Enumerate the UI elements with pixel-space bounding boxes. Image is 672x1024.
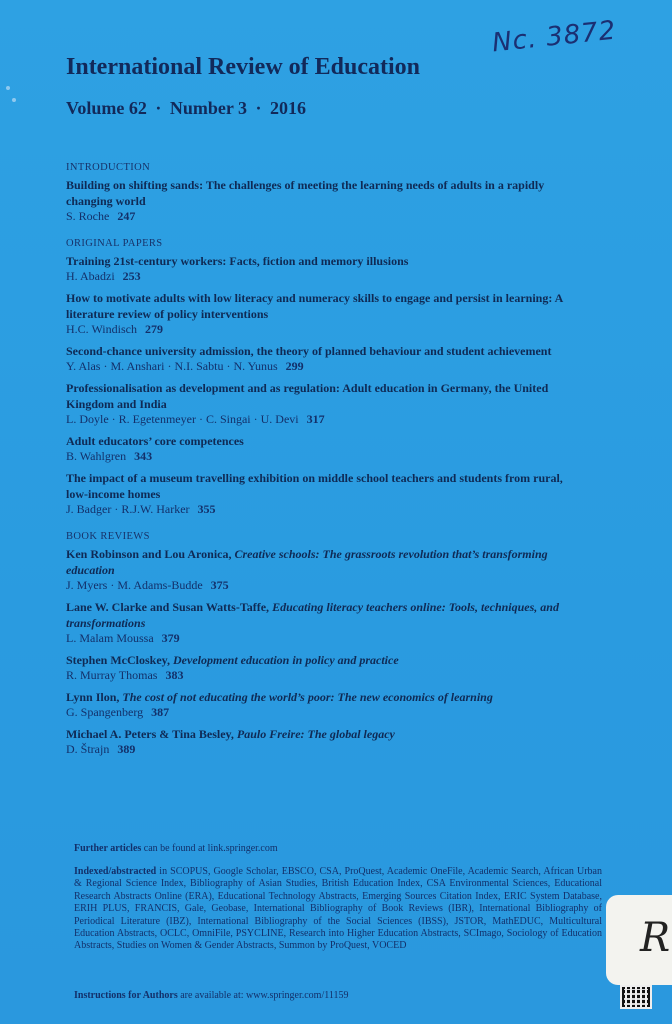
entry-authors <box>66 209 576 224</box>
review-book-title: The cost of not educating the world’s poor: The new economics of learning <box>122 690 493 704</box>
toc-entry <box>66 726 576 757</box>
page-number: 253 <box>122 269 141 283</box>
entry-authors <box>66 502 576 517</box>
author-names: J. Badger · R.J.W. Harker <box>66 502 190 516</box>
page-number: 247 <box>117 209 136 223</box>
page-number: 279 <box>144 322 163 336</box>
introduction-list <box>66 177 576 224</box>
separator: · <box>155 98 162 118</box>
entry-authors <box>66 412 576 427</box>
entry-title <box>66 726 576 742</box>
entry-title <box>66 689 576 705</box>
page-number: 387 <box>151 705 170 719</box>
entry-title <box>66 652 576 668</box>
toc-entry <box>66 290 576 337</box>
page-number: 389 <box>117 742 136 756</box>
volume: Volume 62 <box>66 98 147 118</box>
instructions-text: are available at: www.springer.com/11159 <box>177 990 349 1001</box>
author-names: R. Murray Thomas <box>66 668 158 682</box>
entry-authors <box>66 578 576 593</box>
author-names: L. Doyle · R. Egetenmeyer · C. Singai · U. Devi <box>66 412 299 426</box>
further-articles-label: Further articles <box>74 843 142 854</box>
page-number: 375 <box>210 578 229 592</box>
review-author: Lane W. Clarke and Susan Watts-Taffe, <box>66 600 273 614</box>
entry-authors <box>66 705 576 720</box>
toc-entry <box>66 546 576 593</box>
review-book-title: Paulo Freire: The global legacy <box>236 727 395 741</box>
instructions-label: Instructions for Authors <box>74 990 178 1001</box>
entry-title <box>66 546 576 578</box>
review-book-title: Creative schools: The grassroots revolution that’s transforming education <box>66 547 548 577</box>
review-book-title: Educating literacy teachers online: Tools, techniques, and transformations <box>66 600 559 630</box>
page-number: 343 <box>134 449 153 463</box>
author-names: G. Spangenberg <box>66 705 144 719</box>
entry-authors <box>66 631 576 646</box>
indexing-note <box>74 866 602 953</box>
section-heading-book-reviews: BOOK REVIEWS <box>66 531 150 542</box>
indexed-text: in SCOPUS, Google Scholar, EBSCO, CSA, ProQuest, Academic OneFile, Academic Search, African Urban & Regional Science Index, Bibliography of Asian Studies, British Education Index, CSA Environmental Sciences, Educational Research Abstracts Online (ERA), Educational Technology Abstracts, Emerging Sources Citation Index, ERIC System Database, ERIH PLUS, FRANCIS, Gale, Geobase, International Bibliography of Book Reviews (IBR), International Bibliography of Periodical Literature (IBZ), International Bibliography of the Social Sciences (IBSS), JSTOR, MathEDUC, Multicultural Education Abstracts, OCLC, OmniFile, PSYCLINE, Research into Higher Education Abstracts, SCImago, Sociology of Education Abstracts, Studies on Women & Gender Abstracts, Summon by ProQuest, VOCED <box>74 866 602 952</box>
review-book-title: Development education in policy and practice <box>173 653 399 667</box>
entry-title <box>66 599 576 631</box>
toc-entry <box>66 652 576 683</box>
toc-entry <box>66 253 576 284</box>
toc-entry <box>66 470 576 517</box>
issue-number: Number 3 <box>169 98 248 118</box>
section-heading-introduction: INTRODUCTION <box>66 162 151 173</box>
entry-authors <box>66 322 576 337</box>
author-names: S. Roche <box>66 209 110 223</box>
original-papers-list <box>66 253 576 517</box>
toc-entry <box>66 177 576 224</box>
entry-authors <box>66 668 576 683</box>
page-number: 383 <box>165 668 184 682</box>
author-names: Y. Alas · M. Anshari · N.I. Sabtu · N. Yunus <box>66 359 278 373</box>
speck <box>12 98 16 102</box>
entry-title: Professionalisation as development and as regulation: Adult education in Germany, the United Kingdom and India <box>66 381 549 411</box>
year: 2016 <box>270 98 307 118</box>
instructions-note <box>74 990 349 1001</box>
author-names: H. Abadzi <box>66 269 115 283</box>
entry-authors <box>66 359 576 374</box>
handwritten-note: Nc. 3872 <box>490 15 618 59</box>
sticker-handwriting: R <box>640 915 671 961</box>
speck <box>6 86 10 90</box>
section-heading-original-papers: ORIGINAL PAPERS <box>66 238 163 249</box>
toc-entry <box>66 343 576 374</box>
separator: · <box>255 98 262 118</box>
page-number: 379 <box>161 631 180 645</box>
author-names: J. Myers · M. Adams-Budde <box>66 578 203 592</box>
entry-title: Training 21st-century workers: Facts, fiction and memory illusions <box>66 254 409 268</box>
entry-authors <box>66 449 576 464</box>
author-names: B. Wahlgren <box>66 449 127 463</box>
toc-entry <box>66 433 576 464</box>
toc-entry <box>66 599 576 646</box>
toc-entry <box>66 689 576 720</box>
entry-authors <box>66 742 576 757</box>
entry-title: The impact of a museum travelling exhibition on middle school teachers and students from rural, low-income homes <box>66 471 563 501</box>
entry-title: Second-chance university admission, the theory of planned behaviour and student achievement <box>66 344 552 358</box>
author-names: L. Malam Moussa <box>66 631 154 645</box>
page-number: 355 <box>197 502 216 516</box>
review-author: Stephen McCloskey, <box>66 653 174 667</box>
toc-entry <box>66 380 576 427</box>
further-articles-note <box>74 843 278 854</box>
review-author: Lynn Ilon, <box>66 690 123 704</box>
entry-title: Adult educators’ core competences <box>66 434 244 448</box>
review-author: Ken Robinson and Lou Aronica, <box>66 547 235 561</box>
indexed-label: Indexed/abstracted <box>74 866 157 877</box>
author-names: H.C. Windisch <box>66 322 137 336</box>
entry-authors <box>66 269 576 284</box>
further-articles-text: can be found at link.springer.com <box>141 843 278 854</box>
entry-title: Building on shifting sands: The challenges of meeting the learning needs of adults in a rapidly changing world <box>66 178 545 208</box>
qr-code-icon <box>620 985 652 1009</box>
table-of-contents <box>66 162 576 763</box>
review-author: Michael A. Peters & Tina Besley, <box>66 727 237 741</box>
page-number: 317 <box>306 412 325 426</box>
author-names: D. Štrajn <box>66 742 110 756</box>
page-number: 299 <box>285 359 304 373</box>
volume-line <box>66 98 310 119</box>
book-reviews-list <box>66 546 576 757</box>
entry-title: How to motivate adults with low literacy and numeracy skills to engage and persist in learning: A literature review of policy interventions <box>66 291 563 321</box>
journal-title: International Review of Education <box>66 54 420 80</box>
